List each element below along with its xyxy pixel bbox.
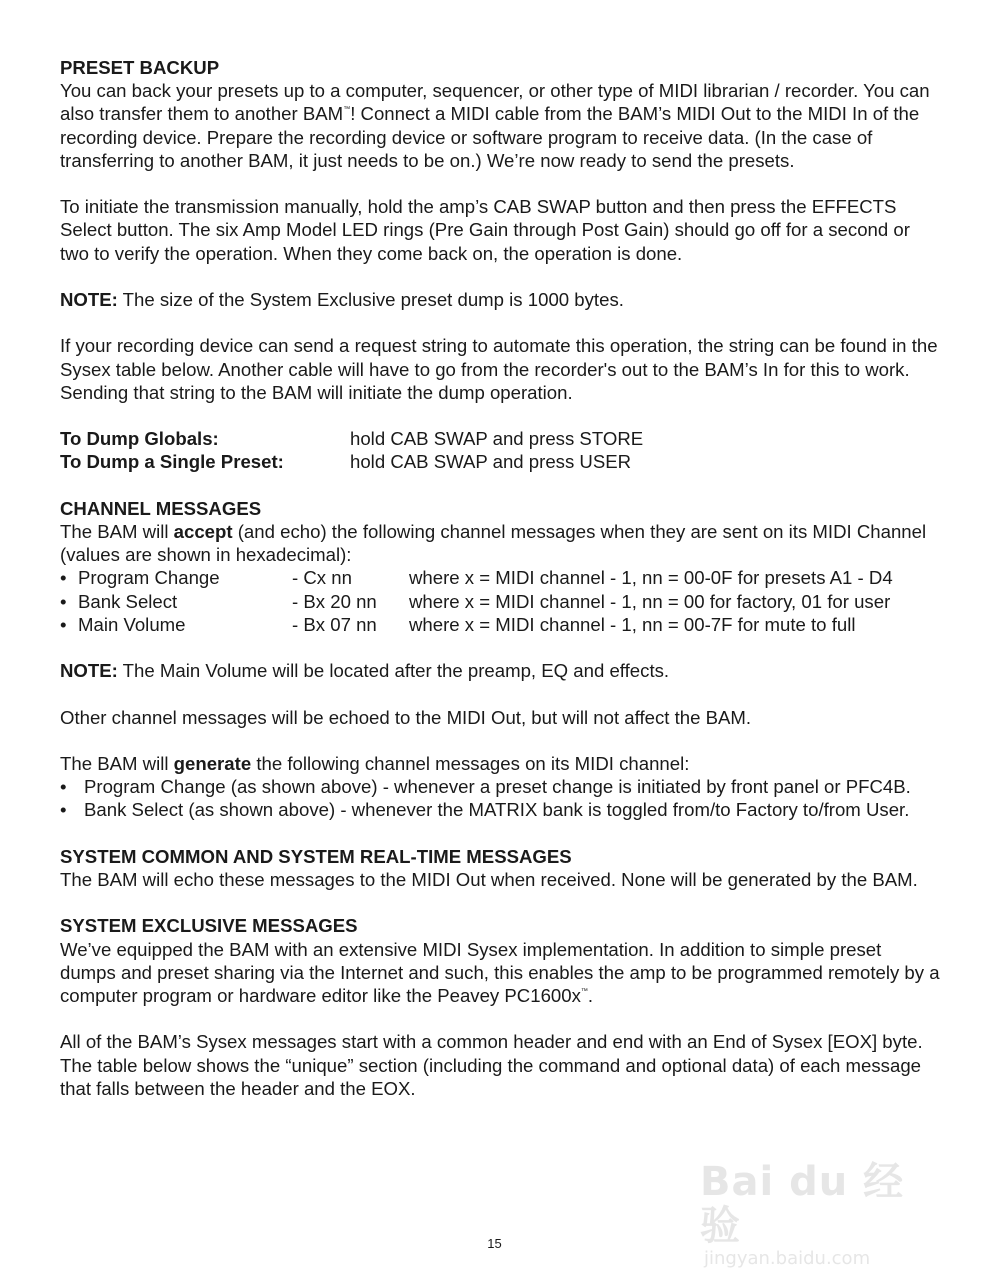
message-description: where x = MIDI channel - 1, nn = 00-7F for mute to full (409, 613, 856, 635)
message-name: Main Volume (78, 613, 186, 635)
bullet: • (60, 590, 67, 612)
dump-label: To Dump Globals: (60, 428, 219, 450)
channel-messages-heading: CHANNEL MESSAGES (60, 497, 262, 519)
note-text: The Main Volume will be located after the preamp, EQ and effects. (117, 660, 670, 682)
system-exclusive-heading: SYSTEM EXCLUSIVE MESSAGES (60, 915, 358, 937)
generated-message-item (60, 798, 940, 821)
sysex-text-a: We’ve equipped the BAM with an extensive MIDI Sysex implementation. In addition to simple preset dumps and preset sharing via the Internet and such, this enables the amp to be programmed remotely by a computer program or hardware editor like the Peavey PC1600x (60, 938, 940, 1006)
channel-message-row (60, 613, 940, 636)
note-text: The size of the System Exclusive preset dump is 1000 bytes. (117, 289, 624, 310)
trademark-symbol: ™ (580, 987, 588, 995)
generated-message-text: Bank Select (as shown above) - whenever the MATRIX bank is toggled from/to Factory to/from User. (84, 799, 910, 821)
note-label: NOTE: (60, 289, 118, 310)
intro-bold: accept (173, 520, 233, 542)
trademark-symbol: ™ (343, 106, 351, 114)
channel-messages-intro (60, 520, 940, 566)
message-code: - Bx 07 nn (292, 613, 377, 635)
bullet: • (60, 613, 67, 635)
generate-text-b: the following channel messages on its MIDI channel: (251, 752, 690, 774)
document-page (60, 56, 940, 1100)
sysex-text-b: . (587, 984, 594, 1006)
generate-bold: generate (173, 752, 252, 774)
message-description: where x = MIDI channel - 1, nn = 00 for factory, 01 for user (409, 590, 891, 612)
intro-text-a: The BAM will (60, 520, 174, 542)
baidu-watermark (700, 1159, 940, 1269)
bullet: • (60, 567, 67, 589)
preset-backup-text-a: You can back your presets up to a computer, sequencer, or other type of MIDI librarian / recorder. You can also transfer them to another BAM (60, 80, 930, 125)
message-name: Program Change (78, 567, 220, 589)
dump-action: hold CAB SWAP and press STORE (350, 428, 644, 450)
preset-backup-paragraph-3: If your recording device can send a request string to automate this operation, the string can be found in the Sysex table below. Another cable will have to go from the recorder's out to the BAM’s In for this to work. Sending that string to the BAM will initiate the dump operation. (60, 335, 938, 403)
message-code: - Cx nn (292, 567, 352, 589)
generated-message-text: Program Change (as shown above) - whenever a preset change is initiated by front panel or PFC4B. (84, 776, 911, 798)
system-common-heading: SYSTEM COMMON AND SYSTEM REAL-TIME MESSAGES (60, 845, 572, 867)
note-label: NOTE: (60, 660, 118, 682)
bullet: • (60, 799, 67, 821)
generate-intro (60, 752, 940, 775)
page-number: 15 (487, 1236, 502, 1251)
other-channel-messages: Other channel messages will be echoed to the MIDI Out, but will not affect the BAM. (60, 706, 752, 728)
system-exclusive-paragraph-2: All of the BAM’s Sysex messages start with a common header and end with an End of Sysex [EOX] byte. The table below shows the “unique” section (including the command and optional data) of each message that falls between the header and the EOX. (60, 1031, 923, 1099)
system-exclusive-paragraph-1 (60, 938, 940, 1008)
intro-text-b: (and echo) the following channel messages when they are sent on its MIDI Channel (values are shown in hexadecimal): (60, 520, 927, 566)
dump-action: hold CAB SWAP and press USER (350, 451, 632, 473)
message-description: where x = MIDI channel - 1, nn = 00-0F for presets A1 - D4 (409, 567, 893, 589)
preset-backup-note (60, 288, 940, 311)
system-common-text: The BAM will echo these messages to the MIDI Out when received. None will be generated by the BAM. (60, 868, 918, 890)
preset-backup-paragraph-2: To initiate the transmission manually, hold the amp’s CAB SWAP button and then press the EFFECTS Select button. The six Amp Model LED rings (Pre Gain through Post Gain) should go off for a second or two to verify the operation. When they come back on, the operation is done. (60, 196, 910, 264)
dump-label: To Dump a Single Preset: (60, 451, 284, 473)
bullet: • (60, 776, 67, 798)
preset-backup-paragraph-1 (60, 79, 940, 172)
preset-backup-text-b: ! Connect a MIDI cable from the BAM’s MIDI Out to the MIDI In of the recording device. Prepare the recording device or software program to receive data. (In the case of transferring to another BAM, it just needs to be on.) We’re now ready to send the presets. (60, 103, 920, 171)
watermark-main-text: Bai du 经验 (700, 1159, 905, 1249)
generate-text-a: The BAM will (60, 752, 174, 774)
channel-message-row (60, 590, 940, 613)
dump-row (60, 427, 940, 450)
channel-message-row (60, 566, 940, 589)
channel-messages-note (60, 659, 940, 682)
generated-message-item (60, 775, 940, 798)
message-code: - Bx 20 nn (292, 590, 377, 612)
message-name: Bank Select (78, 590, 178, 612)
watermark-url: jingyan.baidu.com (704, 1248, 871, 1269)
dump-row (60, 450, 940, 473)
preset-backup-heading: PRESET BACKUP (60, 57, 220, 78)
